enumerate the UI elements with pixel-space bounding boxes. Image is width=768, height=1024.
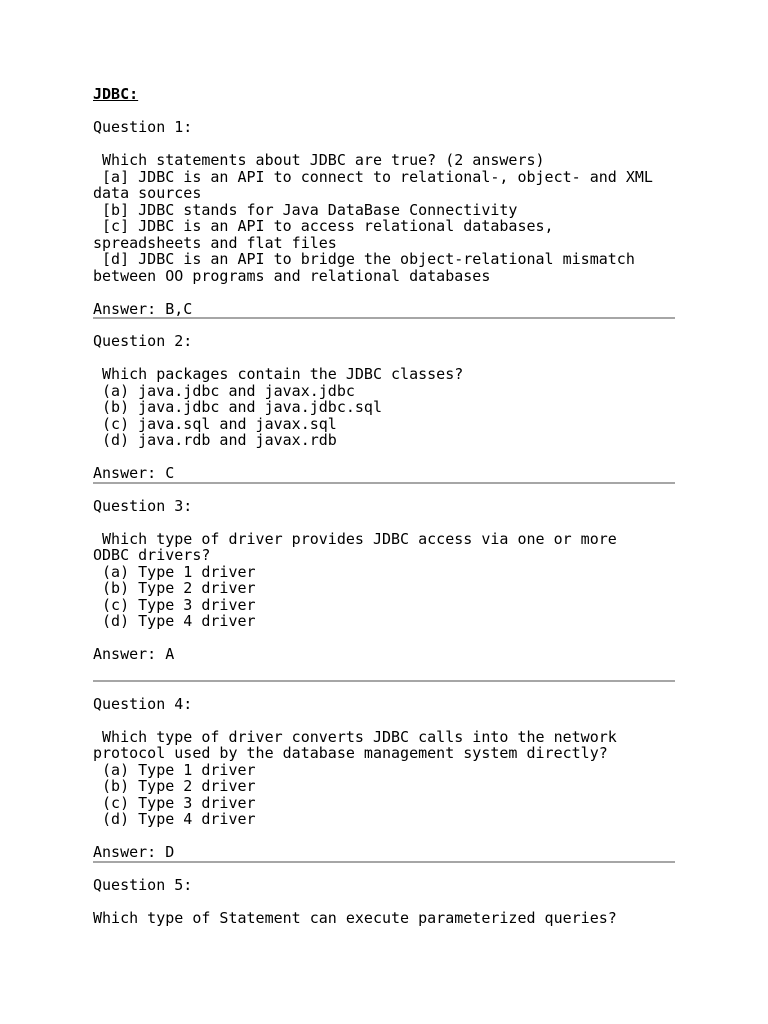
question-3-heading: Question 3: [93, 496, 193, 515]
question-5 [93, 877, 675, 927]
spacer [93, 136, 675, 153]
question-3-option-c: (c) Type 3 driver [93, 595, 256, 614]
question-1-heading: Question 1: [93, 118, 193, 136]
question-4-option-c: (c) Type 3 driver [93, 793, 256, 812]
question-2-answer: Answer: C [93, 464, 175, 482]
spacer [93, 514, 675, 531]
question-4-option-b: (b) Type 2 driver [93, 777, 256, 795]
question-3-option-a: (a) Type 1 driver [93, 562, 256, 581]
question-2-option-b: (b) java.jdbc and java.jdbc.sql [93, 398, 382, 416]
question-3-option-b: (b) Type 2 driver [93, 579, 256, 597]
document-page [93, 86, 675, 926]
spacer [93, 663, 675, 680]
question-3-prompt-cont: ODBC drivers? [93, 546, 211, 564]
spacer [93, 350, 675, 367]
question-3 [93, 498, 675, 682]
spacer [93, 319, 675, 333]
question-2-option-c: (c) java.sql and javax.sql [93, 414, 337, 433]
question-2-option-a: (a) java.jdbc and javax.jdbc [93, 381, 355, 400]
question-5-heading: Question 5: [93, 875, 193, 894]
question-3-answer: Answer: A [93, 645, 175, 663]
question-5-prompt: Which type of Statement can execute parameterized queries? [93, 908, 617, 927]
question-2 [93, 333, 675, 484]
question-1-option-c: [c] JDBC is an API to access relational databases, [93, 217, 554, 235]
question-1-option-d-cont: between OO programs and relational databases [93, 266, 491, 285]
spacer [93, 630, 675, 647]
question-3-option-d: (d) Type 4 driver [93, 612, 256, 630]
question-1-answer: Answer: B,C [93, 299, 193, 318]
question-4-answer: Answer: D [93, 843, 175, 861]
question-2-prompt: Which packages contain the JDBC classes? [93, 365, 464, 383]
spacer [93, 103, 675, 120]
spacer [93, 284, 675, 301]
spacer [93, 682, 675, 696]
spacer [93, 828, 675, 845]
question-1-prompt: Which statements about JDBC are true? (2 answers) [93, 151, 545, 169]
question-1 [93, 119, 675, 319]
question-4-option-d: (d) Type 4 driver [93, 810, 256, 828]
question-2-option-d: (d) java.rdb and javax.rdb [93, 431, 337, 449]
question-4-prompt-cont: protocol used by the database management system directly? [93, 744, 608, 762]
spacer [93, 893, 675, 910]
question-1-option-a: [a] JDBC is an API to connect to relational-, object- and XML [93, 167, 653, 186]
question-4-heading: Question 4: [93, 694, 193, 713]
question-2-heading: Question 2: [93, 332, 193, 350]
question-1-option-d: [d] JDBC is an API to bridge the object-relational mismatch [93, 250, 635, 268]
spacer [93, 863, 675, 877]
spacer [93, 712, 675, 729]
question-3-prompt: Which type of driver provides JDBC access via one or more [93, 529, 617, 548]
question-1-option-b: [b] JDBC stands for Java DataBase Connectivity [93, 200, 518, 219]
question-4 [93, 696, 675, 863]
spacer [93, 484, 675, 498]
question-1-option-c-cont: spreadsheets and flat files [93, 233, 337, 252]
question-4-prompt: Which type of driver converts JDBC calls into the network [93, 727, 617, 746]
question-1-option-a-cont: data sources [93, 184, 202, 202]
spacer [93, 449, 675, 466]
question-4-option-a: (a) Type 1 driver [93, 760, 256, 779]
document-title: JDBC: [93, 85, 139, 103]
